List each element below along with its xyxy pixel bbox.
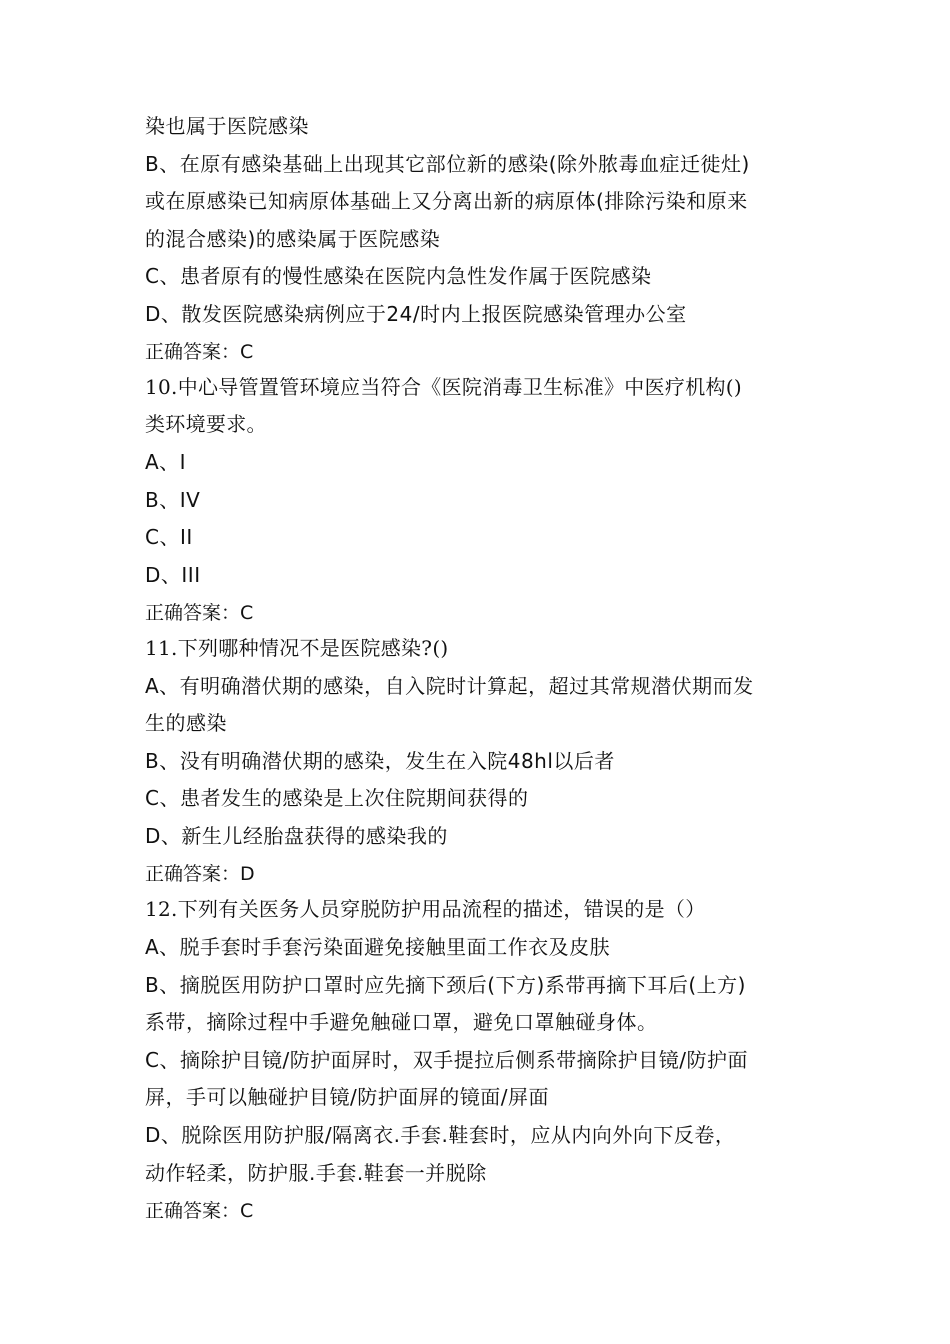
option-b: B、没有明确潜伏期的感染，发生在入院48hl以后者 — [145, 749, 615, 773]
option-b-continued: 或在原感染已知病原体基础上又分离出新的病原体(排除污染和原来 — [145, 189, 748, 213]
question-12: 12.下列有关医务人员穿脱防护用品流程的描述，错误的是（） — [145, 897, 706, 921]
option-a-continued: 生的感染 — [145, 711, 227, 735]
question-10-continued: 类环境要求。 — [145, 412, 267, 436]
option-c: C、患者发生的感染是上次住院期间获得的 — [145, 786, 529, 810]
correct-answer: 正确答案：C — [145, 341, 254, 363]
option-c: C、摘除护目镜/防护面屏时，双手提拉后侧系带摘除护目镜/防护面 — [145, 1048, 748, 1072]
option-b: B、摘脱医用防护口罩时应先摘下颈后(下方)系带再摘下耳后(上方) — [145, 973, 746, 997]
question-10: 10.中心导管置管环境应当符合《医院消毒卫生标准》中医疗机构() — [145, 375, 743, 399]
option-c-continued: 屏，手可以触碰护目镜/防护面屏的镜面/屏面 — [145, 1085, 549, 1109]
option-d: D、新生儿经胎盘获得的感染我的 — [145, 824, 448, 848]
option-d: D、III — [145, 563, 201, 587]
option-b-continued: 系带，摘除过程中手避免触碰口罩，避免口罩触碰身体。 — [145, 1010, 658, 1034]
question-11: 11.下列哪种情况不是医院感染?() — [145, 636, 449, 660]
option-b: B、在原有感染基础上出现其它部位新的感染(除外脓毒血症迁徙灶) — [145, 152, 750, 176]
option-a: A、I — [145, 450, 187, 474]
option-b-continued: 的混合感染)的感染属于医院感染 — [145, 227, 441, 251]
option-d: D、散发医院感染病例应于24/时内上报医院感染管理办公室 — [145, 302, 687, 326]
option-b: B、IV — [145, 488, 201, 512]
option-a: A、脱手套时手套污染面避免接触里面工作衣及皮肤 — [145, 935, 611, 959]
correct-answer: 正确答案：C — [145, 602, 254, 624]
option-d-continued: 动作轻柔，防护服.手套.鞋套一并脱除 — [145, 1161, 487, 1185]
correct-answer: 正确答案：C — [145, 1200, 254, 1222]
option-d: D、脱除医用防护服/隔离衣.手套.鞋套时，应从内向外向下反卷， — [145, 1123, 736, 1147]
option-a: A、有明确潜伏期的感染，自入院时计算起，超过其常规潜伏期而发 — [145, 674, 754, 698]
correct-answer: 正确答案：D — [145, 863, 255, 885]
option-c: C、II — [145, 525, 193, 549]
option-c: C、患者原有的慢性感染在医院内急性发作属于医院感染 — [145, 264, 652, 288]
option-text-continued: 染也属于医院感染 — [145, 114, 309, 138]
